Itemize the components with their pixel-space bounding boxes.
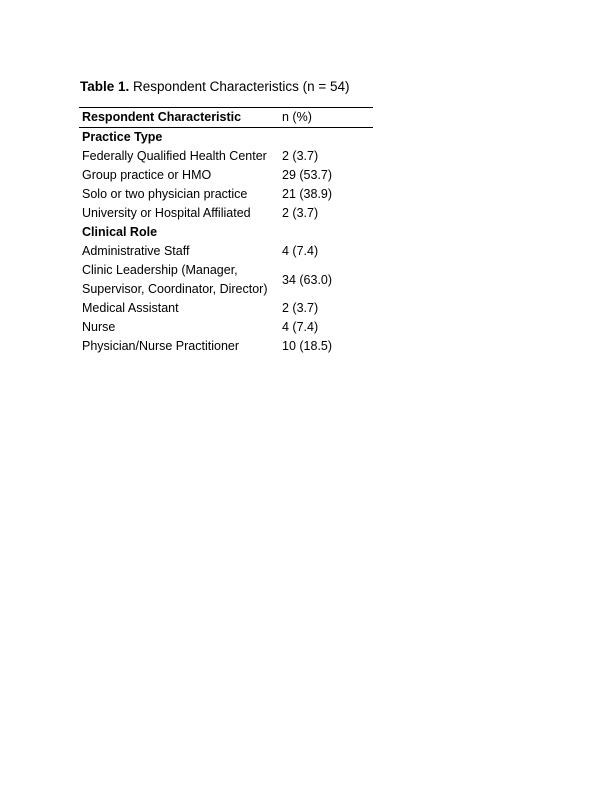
column-header-n-percent: n (%) <box>282 110 312 124</box>
row-value: 21 (38.9) <box>282 187 333 201</box>
table-row <box>79 261 373 299</box>
table-row <box>79 242 373 261</box>
respondent-table <box>79 107 373 356</box>
table-row <box>79 147 373 166</box>
row-value: 4 (7.4) <box>282 320 319 334</box>
row-label: Federally Qualified Health Center <box>82 149 267 163</box>
row-label: Nurse <box>82 320 116 334</box>
row-value: 2 (3.7) <box>282 149 319 163</box>
table-caption <box>80 78 350 96</box>
section-heading-row <box>79 223 373 242</box>
section-title-practice-type: Practice Type <box>82 130 163 144</box>
row-label: Physician/Nurse Practitioner <box>82 339 240 353</box>
row-label: Clinic Leadership (Manager, Supervisor, Coordinator, Director) <box>82 263 268 296</box>
table-row <box>79 337 373 356</box>
row-value: 10 (18.5) <box>282 339 333 353</box>
table-row <box>79 299 373 318</box>
row-value: 4 (7.4) <box>282 244 319 258</box>
row-label: University or Hospital Affiliated <box>82 206 251 220</box>
row-value: 2 (3.7) <box>282 206 319 220</box>
section-heading-row <box>79 128 373 147</box>
table-row <box>79 185 373 204</box>
table-row <box>79 166 373 185</box>
table-caption-label: Table 1. <box>80 79 130 94</box>
table-row <box>79 318 373 337</box>
row-label: Group practice or HMO <box>82 168 212 182</box>
table-header-row <box>79 108 373 127</box>
section-title-clinical-role: Clinical Role <box>82 225 158 239</box>
row-value: 29 (53.7) <box>282 168 333 182</box>
column-header-characteristic: Respondent Characteristic <box>82 110 242 124</box>
row-value: 2 (3.7) <box>282 301 319 315</box>
row-label: Administrative Staff <box>82 244 190 258</box>
table-caption-text: Respondent Characteristics (n = 54) <box>133 79 350 94</box>
table-row <box>79 204 373 223</box>
row-label: Solo or two physician practice <box>82 187 248 201</box>
row-value: 34 (63.0) <box>282 272 333 287</box>
row-label: Medical Assistant <box>82 301 179 315</box>
